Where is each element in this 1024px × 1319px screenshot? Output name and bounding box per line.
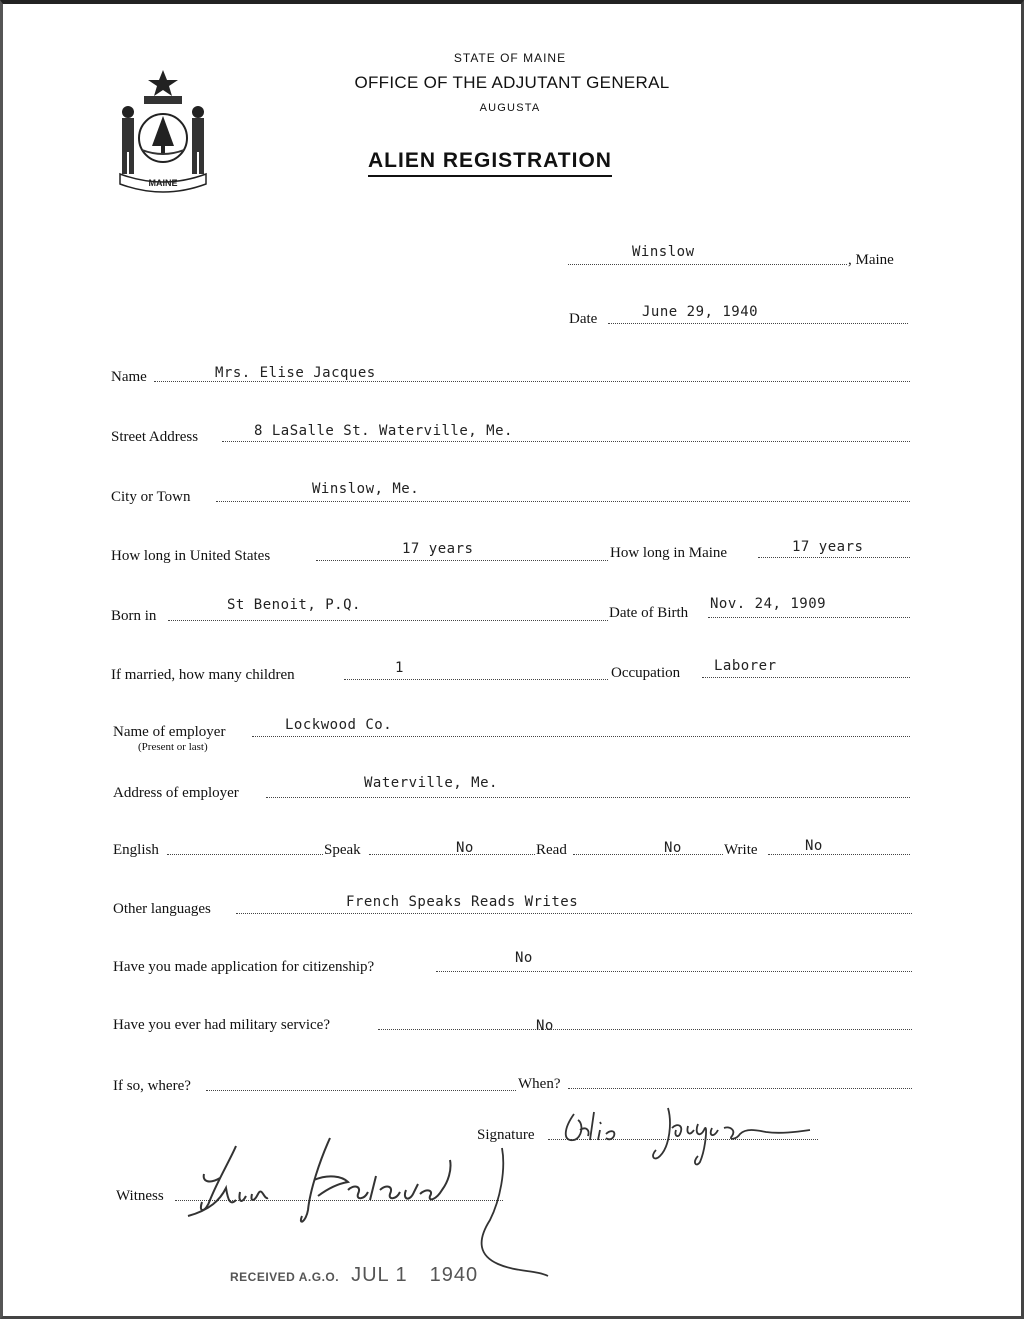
header-office: OFFICE OF THE ADJUTANT GENERAL — [354, 73, 670, 92]
military-label: Have you ever had military service? — [113, 1017, 330, 1033]
born-in-value: St Benoit, P.Q. — [227, 597, 361, 613]
maine-duration-label: How long in Maine — [610, 545, 728, 561]
dob-value: Nov. 24, 1909 — [710, 596, 827, 612]
signature-handwriting — [560, 1100, 830, 1170]
other-languages-label: Other languages — [113, 901, 211, 917]
street-value: 8 LaSalle St. Waterville, Me. — [254, 423, 513, 439]
name-label: Name — [111, 369, 147, 385]
form-title: ALIEN REGISTRATION — [368, 149, 612, 177]
citizenship-value: No — [515, 950, 533, 966]
us-duration-label: How long in United States — [111, 548, 271, 564]
when-label: When? — [518, 1076, 561, 1092]
other-languages-value: French Speaks Reads Writes — [346, 894, 579, 910]
stamp-received: RECEIVED A.G.O. — [230, 1270, 340, 1284]
header-city: AUGUSTA — [479, 102, 541, 114]
employer-address-value: Waterville, Me. — [364, 775, 498, 791]
received-stamp — [230, 1264, 478, 1287]
speak-label: Speak — [324, 842, 361, 858]
street-label: Street Address — [111, 429, 199, 445]
employer-value: Lockwood Co. — [285, 717, 393, 733]
employer-sublabel: (Present or last) — [138, 741, 208, 753]
seal-text: MAINE — [148, 178, 178, 188]
children-label: If married, how many children — [111, 667, 295, 683]
witness-label: Witness — [116, 1188, 164, 1204]
name-value: Mrs. Elise Jacques — [215, 365, 376, 381]
date-label: Date — [569, 311, 598, 327]
location-value: Winslow — [632, 244, 695, 260]
witness-signature-handwriting — [180, 1130, 560, 1280]
us-duration-value: 17 years — [402, 541, 474, 557]
city-value: Winslow, Me. — [312, 481, 420, 497]
signature-label: Signature — [477, 1127, 535, 1143]
occupation-value: Laborer — [714, 658, 777, 674]
location-suffix: , Maine — [848, 252, 894, 268]
date-value: June 29, 1940 — [642, 304, 759, 320]
write-label: Write — [724, 842, 758, 858]
employer-address-label: Address of employer — [113, 785, 239, 801]
read-value: No — [664, 840, 682, 856]
write-value: No — [805, 838, 823, 854]
employer-label: Name of employer — [113, 724, 226, 740]
speak-value: No — [456, 840, 474, 856]
english-label: English — [113, 842, 159, 858]
born-in-label: Born in — [111, 608, 157, 624]
read-label: Read — [536, 842, 567, 858]
header-state: STATE OF MAINE — [453, 51, 567, 65]
occupation-label: Occupation — [611, 665, 681, 681]
stamp-date: JUL 1 — [351, 1264, 408, 1286]
city-label: City or Town — [111, 489, 191, 505]
stamp-year: 1940 — [429, 1264, 479, 1286]
citizenship-label: Have you made application for citizenship? — [113, 959, 375, 975]
dob-label: Date of Birth — [609, 605, 689, 621]
where-label: If so, where? — [113, 1078, 191, 1094]
children-value: 1 — [395, 660, 404, 676]
maine-duration-value: 17 years — [792, 539, 864, 555]
military-value: No — [536, 1018, 554, 1034]
